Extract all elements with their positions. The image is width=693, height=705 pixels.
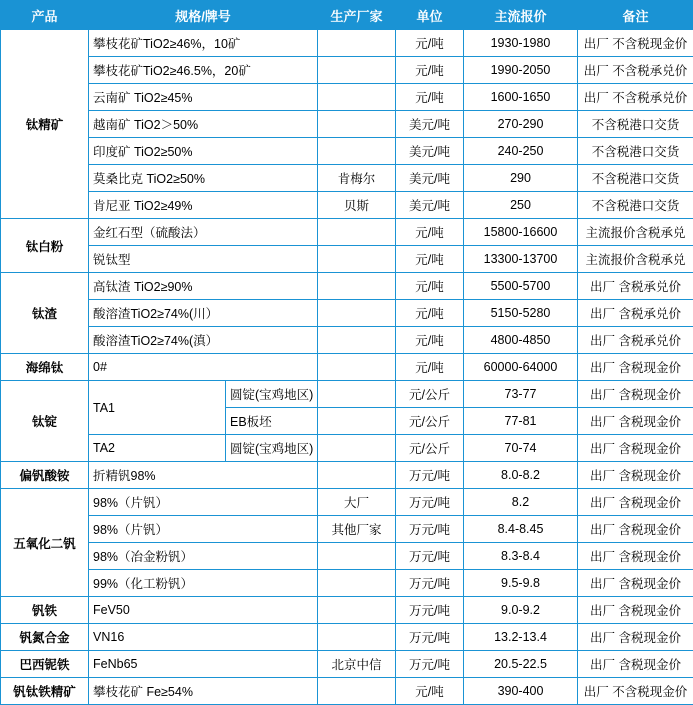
cell-unit: 元/吨: [396, 219, 464, 246]
cell-price: 8.0-8.2: [464, 462, 578, 489]
cell-manufacturer: 贝斯: [318, 192, 396, 219]
cell-manufacturer: [318, 543, 396, 570]
cell-unit: 元/吨: [396, 57, 464, 84]
cell-spec: 高钛渣 TiO2≥90%: [89, 273, 318, 300]
cell-unit: 万元/吨: [396, 651, 464, 678]
cell-price: 8.2: [464, 489, 578, 516]
cell-spec: 99%（化工粉钒）: [89, 570, 318, 597]
cell-price: 70-74: [464, 435, 578, 462]
table-row: [1, 678, 693, 705]
cell-price: 13.2-13.4: [464, 624, 578, 651]
cell-manufacturer: [318, 462, 396, 489]
cell-note: 出厂 含税现金价: [578, 435, 693, 462]
cell-manufacturer: 北京中信: [318, 651, 396, 678]
cell-price: 8.3-8.4: [464, 543, 578, 570]
cell-note: 不含税港口交货: [578, 165, 693, 192]
cell-spec: FeV50: [89, 597, 318, 624]
cell-manufacturer: [318, 273, 396, 300]
table-row: [1, 381, 693, 408]
cell-price: 1930-1980: [464, 30, 578, 57]
table-header-row: [1, 1, 693, 30]
cell-unit: 万元/吨: [396, 516, 464, 543]
table-row: [1, 570, 693, 597]
cell-manufacturer: [318, 138, 396, 165]
cell-product: 钒铁: [1, 597, 89, 624]
cell-price: 390-400: [464, 678, 578, 705]
cell-unit: 元/吨: [396, 354, 464, 381]
cell-manufacturer: 其他厂家: [318, 516, 396, 543]
cell-unit: 元/吨: [396, 678, 464, 705]
cell-unit: 元/吨: [396, 30, 464, 57]
cell-spec: 金红石型（硫酸法）: [89, 219, 318, 246]
cell-manufacturer: [318, 111, 396, 138]
column-header-manufacturer: 生产厂家: [318, 1, 396, 30]
cell-unit: 元/吨: [396, 300, 464, 327]
cell-unit: 元/吨: [396, 84, 464, 111]
cell-note: 主流报价含税承兑: [578, 246, 693, 273]
cell-manufacturer: [318, 327, 396, 354]
cell-price: 1600-1650: [464, 84, 578, 111]
cell-price: 250: [464, 192, 578, 219]
cell-product: 钛锭: [1, 381, 89, 462]
column-header-spec: 规格/牌号: [89, 1, 318, 30]
cell-note: 出厂 含税现金价: [578, 543, 693, 570]
cell-spec: 攀枝花矿 Fe≥54%: [89, 678, 318, 705]
cell-note: 出厂 含税承兑价: [578, 300, 693, 327]
cell-unit: 美元/吨: [396, 111, 464, 138]
cell-product: 偏钒酸铵: [1, 462, 89, 489]
table-row: [1, 462, 693, 489]
cell-product: 钛白粉: [1, 219, 89, 273]
cell-spec-detail: EB板坯: [226, 408, 318, 435]
cell-spec: 云南矿 TiO2≥45%: [89, 84, 318, 111]
cell-spec: 酸溶渣TiO2≥74%(滇）: [89, 327, 318, 354]
cell-price: 13300-13700: [464, 246, 578, 273]
cell-spec-detail: 圆锭(宝鸡地区): [226, 381, 318, 408]
table-row: [1, 435, 693, 462]
cell-note: 出厂 含税现金价: [578, 651, 693, 678]
cell-unit: 元/公斤: [396, 381, 464, 408]
cell-manufacturer: [318, 435, 396, 462]
cell-manufacturer: 大厂: [318, 489, 396, 516]
cell-spec: 攀枝花矿TiO2≥46.5%，20矿: [89, 57, 318, 84]
cell-note: 主流报价含税承兑: [578, 219, 693, 246]
cell-spec: VN16: [89, 624, 318, 651]
cell-manufacturer: [318, 84, 396, 111]
cell-manufacturer: [318, 300, 396, 327]
cell-note: 出厂 不含税现金价: [578, 30, 693, 57]
cell-unit: 美元/吨: [396, 138, 464, 165]
cell-note: 出厂 含税现金价: [578, 624, 693, 651]
cell-price: 270-290: [464, 111, 578, 138]
table-row: [1, 651, 693, 678]
cell-price: 9.5-9.8: [464, 570, 578, 597]
cell-spec: 印度矿 TiO2≥50%: [89, 138, 318, 165]
cell-manufacturer: [318, 624, 396, 651]
cell-note: 出厂 含税现金价: [578, 597, 693, 624]
cell-unit: 美元/吨: [396, 165, 464, 192]
cell-manufacturer: [318, 597, 396, 624]
cell-product: 海绵钛: [1, 354, 89, 381]
cell-spec: 98%（片钒）: [89, 489, 318, 516]
table-body: [1, 30, 693, 705]
column-header-product: 产品: [1, 1, 89, 30]
cell-unit: 万元/吨: [396, 624, 464, 651]
cell-note: 出厂 含税现金价: [578, 570, 693, 597]
table-row: [1, 300, 693, 327]
cell-product: 钛精矿: [1, 30, 89, 219]
table-row: [1, 57, 693, 84]
cell-note: 不含税港口交货: [578, 111, 693, 138]
cell-price: 9.0-9.2: [464, 597, 578, 624]
cell-manufacturer: [318, 30, 396, 57]
cell-manufacturer: [318, 354, 396, 381]
table-row: [1, 597, 693, 624]
cell-unit: 元/吨: [396, 327, 464, 354]
cell-note: 出厂 含税承兑价: [578, 327, 693, 354]
cell-manufacturer: [318, 678, 396, 705]
table-row: [1, 354, 693, 381]
cell-manufacturer: 肯梅尔: [318, 165, 396, 192]
cell-unit: 美元/吨: [396, 192, 464, 219]
table-row: [1, 273, 693, 300]
cell-spec-detail: 圆锭(宝鸡地区): [226, 435, 318, 462]
table-row: [1, 489, 693, 516]
table-row: [1, 165, 693, 192]
cell-price: 240-250: [464, 138, 578, 165]
table-row: [1, 84, 693, 111]
table-row: [1, 516, 693, 543]
cell-unit: 万元/吨: [396, 597, 464, 624]
cell-price: 60000-64000: [464, 354, 578, 381]
cell-spec: 0#: [89, 354, 318, 381]
cell-product: 钒氮合金: [1, 624, 89, 651]
cell-note: 出厂 含税现金价: [578, 381, 693, 408]
cell-note: 出厂 不含税承兑价: [578, 84, 693, 111]
cell-note: 不含税港口交货: [578, 138, 693, 165]
column-header-note: 备注: [578, 1, 693, 30]
cell-spec: 越南矿 TiO2＞50%: [89, 111, 318, 138]
cell-spec: 98%（片钒）: [89, 516, 318, 543]
cell-spec: TA1: [89, 381, 226, 435]
cell-note: 出厂 含税现金价: [578, 516, 693, 543]
cell-manufacturer: [318, 57, 396, 84]
table-row: [1, 624, 693, 651]
cell-note: 出厂 含税现金价: [578, 489, 693, 516]
cell-product: 钒钛铁精矿: [1, 678, 89, 705]
cell-note: 出厂 含税承兑价: [578, 273, 693, 300]
table-row: [1, 111, 693, 138]
table-row: [1, 543, 693, 570]
cell-price: 1990-2050: [464, 57, 578, 84]
table-row: [1, 219, 693, 246]
cell-unit: 元/公斤: [396, 435, 464, 462]
cell-unit: 万元/吨: [396, 489, 464, 516]
cell-spec: 折精钒98%: [89, 462, 318, 489]
cell-manufacturer: [318, 570, 396, 597]
cell-price: 290: [464, 165, 578, 192]
table-row: [1, 138, 693, 165]
cell-price: 73-77: [464, 381, 578, 408]
cell-unit: 元/吨: [396, 273, 464, 300]
cell-product: 五氧化二钒: [1, 489, 89, 597]
cell-note: 不含税港口交货: [578, 192, 693, 219]
cell-unit: 元/公斤: [396, 408, 464, 435]
cell-manufacturer: [318, 219, 396, 246]
cell-unit: 万元/吨: [396, 543, 464, 570]
table-row: [1, 246, 693, 273]
cell-price: 20.5-22.5: [464, 651, 578, 678]
cell-product: 钛渣: [1, 273, 89, 354]
cell-spec: 98%（冶金粉钒）: [89, 543, 318, 570]
table-header: [1, 1, 693, 30]
column-header-unit: 单位: [396, 1, 464, 30]
cell-unit: 元/吨: [396, 246, 464, 273]
cell-spec: 莫桑比克 TiO2≥50%: [89, 165, 318, 192]
table-row: [1, 30, 693, 57]
cell-unit: 万元/吨: [396, 570, 464, 597]
cell-note: 出厂 含税现金价: [578, 462, 693, 489]
column-header-price: 主流报价: [464, 1, 578, 30]
cell-spec: TA2: [89, 435, 226, 462]
cell-note: 出厂 含税现金价: [578, 354, 693, 381]
cell-manufacturer: [318, 246, 396, 273]
cell-note: 出厂 不含税承兑价: [578, 57, 693, 84]
cell-price: 8.4-8.45: [464, 516, 578, 543]
cell-unit: 万元/吨: [396, 462, 464, 489]
cell-note: 出厂 不含税现金价: [578, 678, 693, 705]
cell-manufacturer: [318, 408, 396, 435]
cell-spec: 肯尼亚 TiO2≥49%: [89, 192, 318, 219]
cell-spec: 攀枝花矿TiO2≥46%，10矿: [89, 30, 318, 57]
cell-spec: 酸溶渣TiO2≥74%(川）: [89, 300, 318, 327]
table-row: [1, 192, 693, 219]
cell-manufacturer: [318, 381, 396, 408]
cell-product: 巴西铌铁: [1, 651, 89, 678]
cell-price: 5150-5280: [464, 300, 578, 327]
cell-spec: FeNb65: [89, 651, 318, 678]
table-row: [1, 327, 693, 354]
cell-spec: 锐钛型: [89, 246, 318, 273]
cell-price: 4800-4850: [464, 327, 578, 354]
cell-note: 出厂 含税现金价: [578, 408, 693, 435]
cell-price: 5500-5700: [464, 273, 578, 300]
cell-price: 77-81: [464, 408, 578, 435]
cell-price: 15800-16600: [464, 219, 578, 246]
